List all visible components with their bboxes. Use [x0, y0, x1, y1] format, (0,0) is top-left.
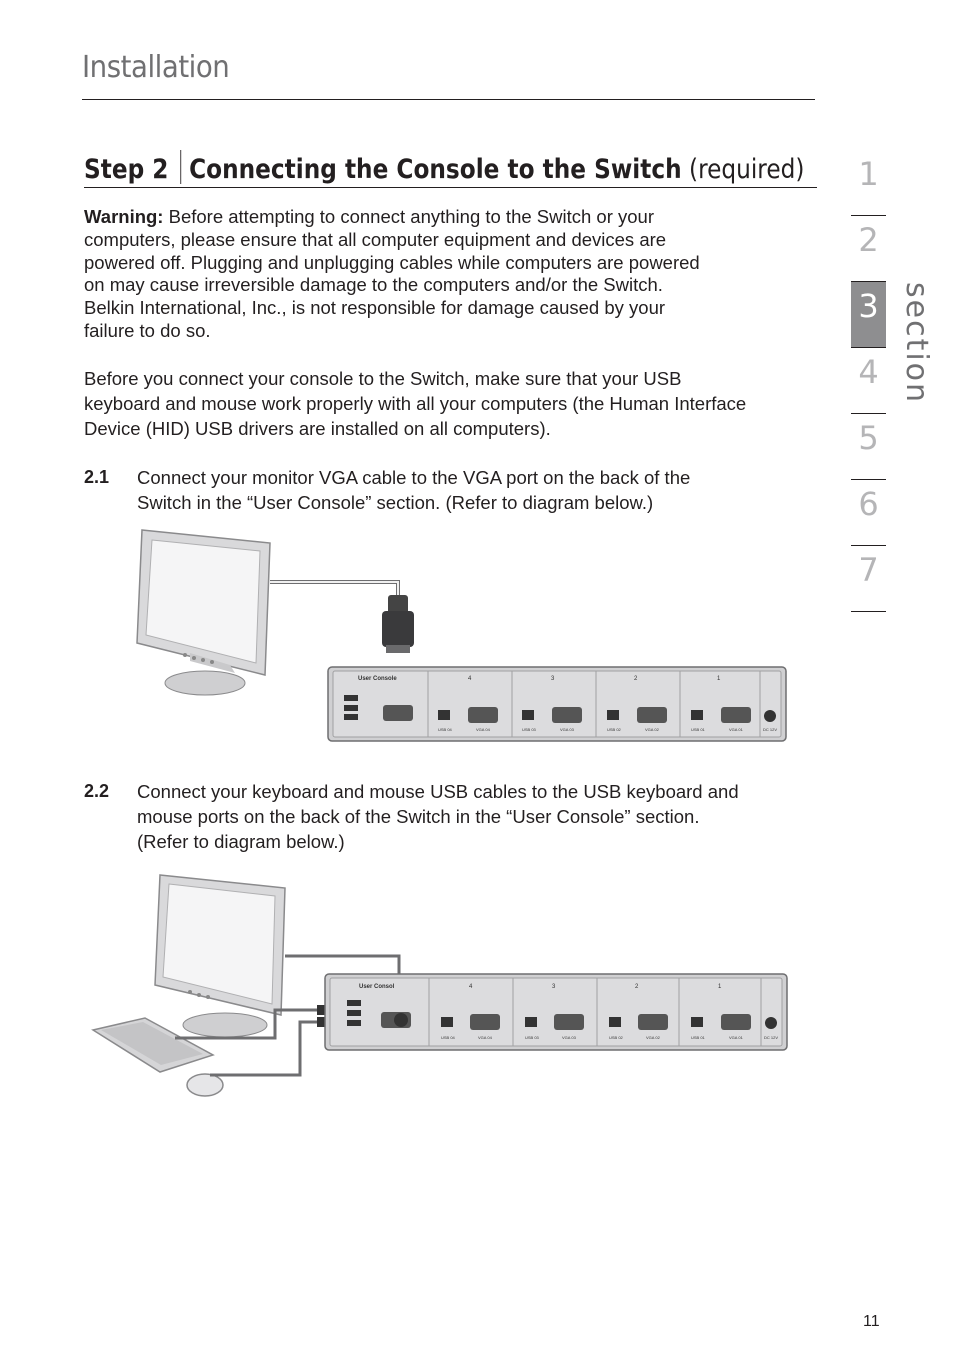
section-item-5[interactable]: 5	[851, 414, 886, 480]
port-label: DC 12V	[763, 727, 778, 732]
diagram-vga-connection	[130, 525, 790, 750]
warning-line: computers, please ensure that all computer equipment and devices are	[84, 228, 667, 250]
section-nav	[851, 150, 886, 612]
step-title: Connecting the Console to the Switch	[189, 154, 682, 185]
step-line: (Refer to diagram below.)	[137, 831, 345, 852]
port-label: VGA 01	[729, 727, 743, 732]
port-label: DC 12V	[764, 1035, 779, 1040]
diagram-usb-connection	[85, 870, 795, 1105]
header-rule	[82, 99, 815, 100]
step-2-2-text	[137, 779, 827, 854]
header-title: Installation	[82, 50, 230, 85]
intro-line: keyboard and mouse work properly with all your computers (the Human Interface	[84, 393, 747, 414]
kvm-switch	[325, 974, 787, 1050]
port-group-number: 1	[717, 676, 721, 682]
warning-paragraph	[84, 206, 819, 343]
monitor-illustration	[155, 875, 285, 1037]
warning-label: Warning:	[84, 206, 164, 227]
port-label: USB 02	[609, 1035, 623, 1040]
port-label: USB 04	[438, 727, 452, 732]
port-group-number: 2	[635, 984, 639, 990]
intro-paragraph	[84, 366, 819, 441]
port-label: VGA 04	[476, 727, 490, 732]
port-group-number: 4	[469, 984, 473, 990]
port-label: VGA 04	[478, 1035, 492, 1040]
port-group-number: 3	[552, 984, 556, 990]
port-label: VGA 02	[646, 1035, 660, 1040]
page-number: 11	[863, 1313, 880, 1330]
port-label: VGA 01	[729, 1035, 743, 1040]
port-label: VGA 03	[562, 1035, 576, 1040]
port-group-number: 2	[634, 676, 638, 682]
section-item-4[interactable]: 4	[851, 348, 886, 414]
monitor-illustration	[137, 530, 270, 695]
port-group-number: 1	[718, 984, 722, 990]
port-label: USB 01	[691, 1035, 705, 1040]
section-item-6[interactable]: 6	[851, 480, 886, 546]
section-label: section	[899, 282, 934, 405]
port-label: USB 03	[522, 727, 536, 732]
section-item-1[interactable]: 1	[851, 150, 886, 216]
step-2-1-number: 2.1	[84, 467, 110, 487]
port-label: VGA 03	[560, 727, 574, 732]
mouse-illustration	[187, 1074, 223, 1096]
step-line: Switch in the “User Console” section. (Refer to diagram below.)	[137, 492, 654, 513]
step-line: Connect your monitor VGA cable to the VGA port on the back of the	[137, 467, 691, 488]
step-label: Step 2	[84, 154, 169, 185]
port-label: USB 01	[691, 727, 705, 732]
vga-plug-icon	[382, 595, 414, 653]
port-group-number: 3	[551, 676, 555, 682]
step-2-1-text	[137, 465, 827, 515]
section-item-7[interactable]: 7	[851, 546, 886, 612]
warning-line: Belkin International, Inc., is not responsible for damage caused by your	[84, 297, 666, 319]
port-label: VGA 02	[645, 727, 659, 732]
warning-line: failure to do so.	[84, 319, 211, 341]
intro-line: Before you connect your console to the Switch, make sure that your USB	[84, 368, 682, 389]
step-separator	[180, 150, 181, 184]
section-item-2[interactable]: 2	[851, 216, 886, 282]
warning-line: powered off. Plugging and unplugging cables while computers are powered	[84, 251, 700, 273]
section-item-3[interactable]: 3	[851, 282, 886, 348]
port-label: USB 02	[607, 727, 621, 732]
intro-line: Device (HID) USB drivers are installed on all computers).	[84, 418, 551, 439]
kvm-switch	[328, 667, 786, 741]
console-label: User Consol	[359, 984, 395, 990]
warning-line: Before attempting to connect anything to the Switch or your	[168, 206, 654, 227]
step-heading	[84, 150, 804, 185]
port-label: USB 04	[441, 1035, 455, 1040]
step-2-2-number: 2.2	[84, 781, 110, 801]
step-suffix: (required)	[689, 154, 805, 185]
port-group-number: 4	[468, 676, 472, 682]
port-label: USB 03	[525, 1035, 539, 1040]
console-label: User Console	[358, 676, 397, 682]
step-line: Connect your keyboard and mouse USB cables to the USB keyboard and	[137, 781, 739, 802]
step-line: mouse ports on the back of the Switch in the “User Console” section.	[137, 806, 700, 827]
warning-line: on may cause irreversible damage to the computers and/or the Switch.	[84, 274, 663, 296]
step-rule	[84, 187, 817, 188]
